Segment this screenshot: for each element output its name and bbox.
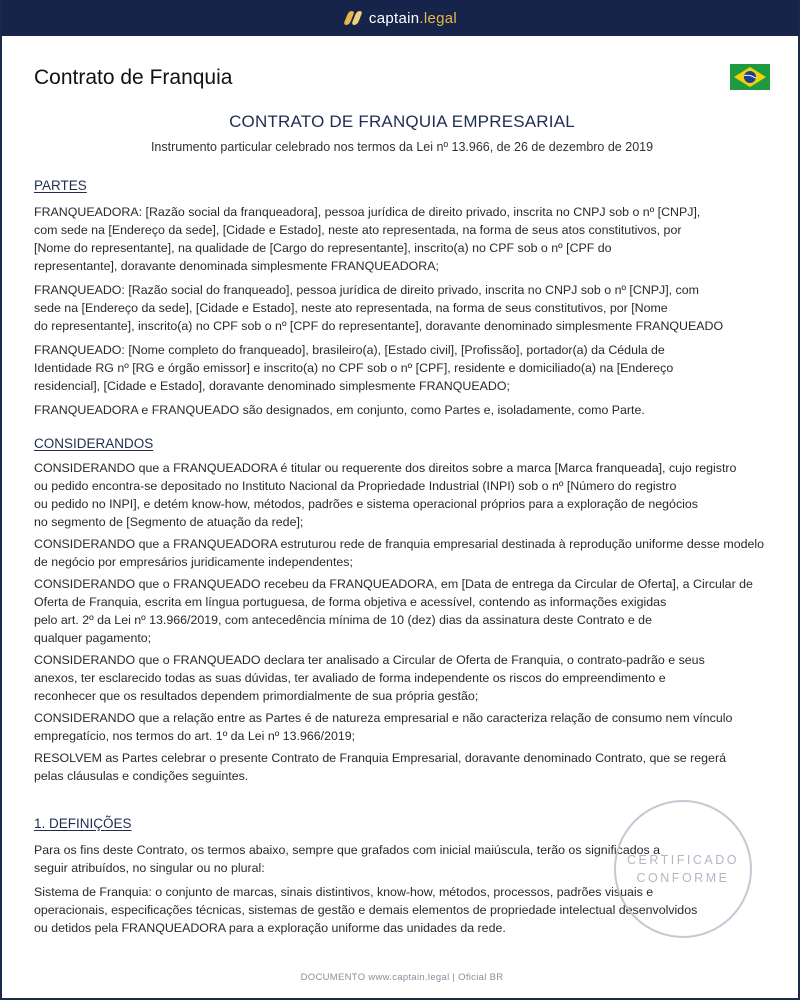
brand-name: captain.legal <box>368 9 458 27</box>
party-franqueadora: FRANQUEADORA: [Razão social da franqueadora], pessoa jurídica de direito privado, inscrita no CNPJ sob o nº [CNPJ], com sede na [Endereço da sede], [Cidade e Estado], neste ato representada, na forma de seus atos constitutivos, por [Nome do representante], na qualidade de [Cargo do representante], inscrito(a) no CPF sob o nº [CPF do representante], doravante denominada simplesmente FRANQUEADORA; <box>34 205 701 273</box>
contract-main-heading: CONTRATO DE FRANQUIA EMPRESARIAL <box>229 112 575 131</box>
resolvem-clause: RESOLVEM as Partes celebrar o presente Contrato de Franquia Empresarial, doravante denominado Contrato, que se regerá pelas cláusulas e condições seguintes. <box>34 751 726 783</box>
considerando-5: CONSIDERANDO que a relação entre as Partes é de natureza empresarial e não caracteriza relação de consumo nem vínculo empregatício, nos termos do art. 1º da Lei nº 13.966/2019; <box>34 711 733 743</box>
parties-designation: FRANQUEADORA e FRANQUEADO são designados, em conjunto, como Partes e, isoladamente, como Parte. <box>34 403 645 417</box>
definicoes-intro: Para os fins deste Contrato, os termos abaixo, sempre que grafados com inicial maiúscula, terão os significados a seguir atribuídos, no singular ou no plural: <box>34 843 661 875</box>
party-franqueado-pf: FRANQUEADO: [Nome completo do franqueado], brasileiro(a), [Estado civil], [Profissão], portador(a) da Cédula de Identidade RG nº [RG e órgão emissor] e inscrito(a) no CPF sob o nº [CPF], residente e domiciliado(a) na [Endereço residencial], [Cidade e Estado], doravante denominado simplesmente FRANQUEADO; <box>34 343 674 393</box>
considerando-2: CONSIDERANDO que a FRANQUEADORA estruturou rede de franquia empresarial destinada à reprodução uniforme desse modelo de negócio por empresários juridicamente independentes; <box>34 537 765 569</box>
definicao-sistema-franquia: Sistema de Franquia: o conjunto de marcas, sinais distintivos, know-how, métodos, processos, padrões visuais e operacionais, especificações técnicas, sistemas de gestão e demais elementos de propriedade intelectual desenvolvidos ou detidos pela FRANQUEADORA para a exploração uniforme das unidades da rede. <box>34 885 698 935</box>
section-title-partes: PARTES <box>34 178 87 193</box>
considerando-4: CONSIDERANDO que o FRANQUEADO declara ter analisado a Circular de Oferta de Franquia, o contrato-padrão e seus anexos, ter esclarecido todas as suas dúvidas, ter avaliado de forma independente os riscos do empreendimento e reconhecer que os resultados dependem primordialmente de sua própria gestão; <box>34 653 705 703</box>
considerando-3: CONSIDERANDO que o FRANQUEADO recebeu da FRANQUEADORA, em [Data de entrega da Circular de Oferta], a Circular de Oferta de Franquia, escrita em língua portuguesa, de forma objetiva e acessível, contendo as informações exigidas pelo art. 2º da Lei nº 13.966/2019, com antecedência mínima de 10 (dez) dias da assinatura deste Contrato e de qualquer pagamento; <box>34 577 753 645</box>
document-title: Contrato de Franquia <box>34 66 233 89</box>
captain-legal-logo-icon <box>343 10 361 26</box>
page-footer: DOCUMENTO www.captain.legal | Oficial BR <box>300 972 504 983</box>
section-title-definicoes: 1. DEFINIÇÕES <box>34 816 132 831</box>
section-title-considerandos: CONSIDERANDOS <box>34 436 154 451</box>
top-brand-bar <box>2 0 798 36</box>
contract-subheading: Instrumento particular celebrado nos termos da Lei nº 13.966, de 26 de dezembro de 2019 <box>150 140 654 154</box>
brazil-flag-icon <box>730 64 770 90</box>
certified-seal: CERTIFICADO CONFORME <box>614 800 752 938</box>
considerando-1: CONSIDERANDO que a FRANQUEADORA é titular ou requerente dos direitos sobre a marca [Marca franqueada], cujo registro ou pedido encontra-se depositado no Instituto Nacional da Propriedade Industrial (INPI) sob o nº [Número do registro ou pedido no INPI], e detém know-how, métodos, padrões e sistema operacional próprios para a exploração de negócios no segmento de [Segmento de atuação da rede]; <box>34 461 737 529</box>
party-franqueado-pj: FRANQUEADO: [Razão social do franqueado], pessoa jurídica de direito privado, inscrita no CNPJ sob o nº [CNPJ], com sede na [Endereço da sede], [Cidade e Estado], neste ato representada, na forma de seus constitutivos, por [Nome do representante], inscrito(a) no CPF sob o nº [CPF do representante], doravante denominado simplesmente FRANQUEADO <box>34 283 724 333</box>
contract-body <box>34 177 770 949</box>
